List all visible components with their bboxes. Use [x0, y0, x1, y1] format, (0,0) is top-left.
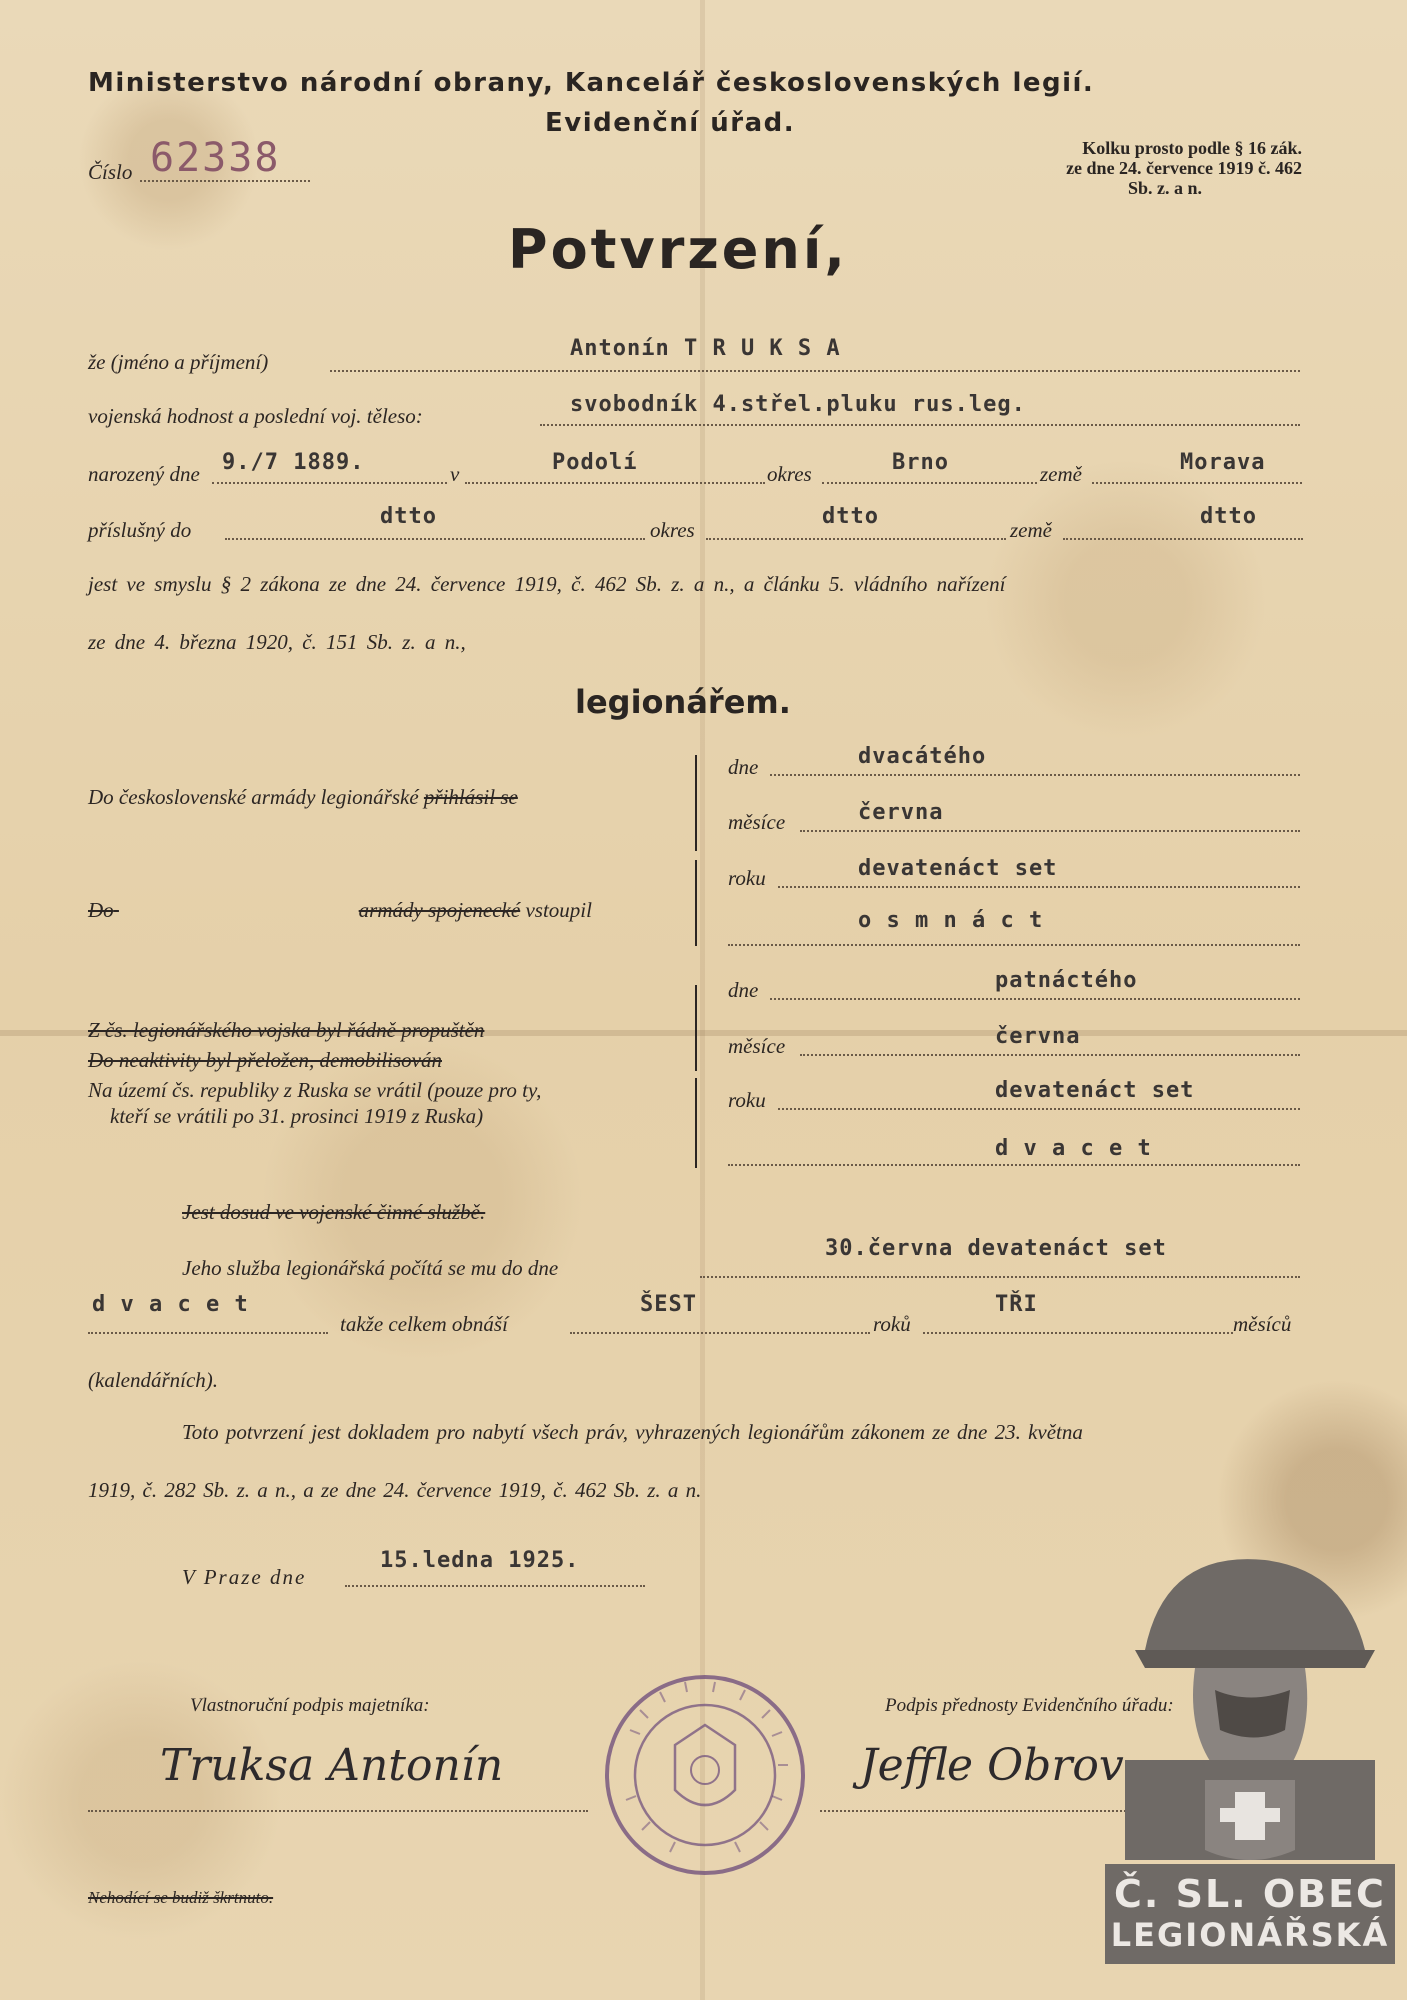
struck-text: přihlásil se — [423, 785, 518, 809]
dotted-line — [540, 424, 1300, 426]
dotted-line — [728, 1164, 1300, 1166]
district-label: okres — [767, 462, 812, 486]
signature-line — [820, 1810, 1150, 1812]
belongs-place: dtto — [380, 504, 437, 529]
stamp-note — [1066, 138, 1302, 198]
land-label: země — [1010, 518, 1052, 542]
law-text-line: jest ve smyslu § 2 zákona ze dne 24. července 1919, č. 462 Sb. z. a n., a článku 5. vládního nařízení — [88, 572, 1006, 596]
struck-text: armády spojenecké — [358, 898, 521, 922]
chief-signature-label: Podpis přednosty Evidenčního úřadu: — [885, 1695, 1174, 1716]
dotted-line — [778, 1108, 1300, 1110]
dotted-line — [1092, 482, 1302, 484]
year-label: roku — [728, 866, 766, 890]
logo-text: LEGIONÁŘSKÁ — [1110, 1916, 1390, 1954]
dotted-line — [570, 1332, 870, 1334]
born-place: Podolí — [552, 450, 638, 475]
bracket — [695, 1078, 697, 1168]
years-value: ŠEST — [640, 1292, 697, 1317]
dotted-line — [345, 1585, 645, 1587]
law-text-line: ze dne 4. března 1920, č. 151 Sb. z. a n., — [88, 630, 466, 654]
district-label: okres — [650, 518, 695, 542]
day-value: patnáctého — [995, 968, 1138, 993]
logo-text-block — [1105, 1864, 1395, 1964]
year-value: devatenáct set — [995, 1078, 1195, 1103]
dotted-line — [770, 998, 1300, 1000]
name-value: Antonín T R U K S A — [570, 336, 841, 361]
day-label: dne — [728, 978, 759, 1002]
months-label: měsíců — [1233, 1312, 1292, 1336]
office-title: Evidenční úřad. — [545, 108, 796, 138]
in-label: v — [450, 462, 460, 486]
dotted-line — [800, 1054, 1300, 1056]
owner-signature-label: Vlastnoruční podpis majetníka: — [190, 1695, 430, 1716]
dotted-line — [770, 774, 1300, 776]
name-label: že (jméno a příjmení) — [88, 350, 269, 374]
footnote-struck: Nehodící se budiž škrtnuto. — [88, 1888, 274, 1907]
year-value: devatenáct set — [858, 856, 1058, 881]
owner-signature: Truksa Antonín — [160, 1740, 504, 1791]
chief-signature: Jeffle Obrov — [860, 1740, 1124, 1791]
born-date: 9./7 1889. — [222, 450, 365, 475]
born-label: narozený dne — [88, 462, 200, 486]
dotted-line — [706, 538, 1006, 540]
born-district: Brno — [892, 450, 949, 475]
dotted-line — [822, 482, 1037, 484]
calendar-note: (kalendářních). — [88, 1368, 219, 1392]
year-value-cont: o s m n á c t — [858, 908, 1044, 933]
dotted-line — [88, 1332, 328, 1334]
dotted-line — [923, 1332, 1233, 1334]
belongs-label: příslušný do — [88, 518, 192, 542]
legion-logo — [1105, 1530, 1395, 1970]
dotted-line — [225, 538, 645, 540]
day-value: dvacátého — [858, 744, 987, 769]
born-land: Morava — [1180, 450, 1266, 475]
year-label: roku — [728, 1088, 766, 1112]
soldier-helmet-icon — [1105, 1530, 1395, 1860]
total-label: takže celkem obnáší — [340, 1312, 508, 1336]
land-label: země — [1040, 462, 1082, 486]
belongs-district: dtto — [822, 504, 879, 529]
number-label: Číslo — [88, 160, 133, 184]
stamp-note-line: Sb. z. a n. — [1127, 178, 1202, 198]
years-label: roků — [873, 1312, 911, 1336]
month-label: měsíce — [728, 810, 786, 834]
struck-text: Jest dosud ve vojenské činné službě. — [182, 1200, 486, 1224]
enlist-text — [88, 785, 518, 810]
month-value: června — [858, 800, 944, 825]
belongs-land: dtto — [1200, 504, 1257, 529]
bracket — [695, 985, 697, 1071]
dotted-line — [212, 482, 447, 484]
dotted-line — [728, 944, 1300, 946]
dotted-line — [800, 830, 1300, 832]
struck-text: Z čs. legionářského vojska byl řádně propuštěn — [88, 1018, 485, 1042]
proof-text-line: Toto potvrzení jest dokladem pro nabytí všech práv, vyhrazených legionářům zákonem ze dne 23. května — [182, 1420, 1083, 1444]
dotted-line — [778, 886, 1300, 888]
struck-text: Do neaktivity byl přeložen, demobilisován — [88, 1048, 442, 1072]
seal-icon — [600, 1670, 810, 1880]
dotted-line — [465, 482, 765, 484]
return-text: Na území čs. republiky z Ruska se vrátil (pouze pro ty, — [88, 1078, 542, 1102]
legionar-heading: legionářem. — [575, 683, 791, 721]
dotted-line — [330, 370, 1300, 372]
rank-label: vojenská hodnost a poslední voj. těleso: — [88, 404, 423, 428]
round-seal — [600, 1670, 810, 1880]
struck-gap — [114, 898, 359, 923]
place-date-label: V Praze dne — [182, 1565, 307, 1589]
service-until: 30.června devatenáct set — [825, 1236, 1167, 1261]
struck-text: Do — [88, 898, 114, 922]
dotted-line — [1063, 538, 1303, 540]
document-title: Potvrzení, — [508, 218, 848, 281]
rank-value: svobodník 4.střel.pluku rus.leg. — [570, 392, 1026, 417]
month-value: června — [995, 1024, 1081, 1049]
stamp-note-line: Kolku prosto podle § 16 zák. — [1082, 138, 1302, 158]
enter-text: vstoupil — [525, 898, 592, 922]
service-label: Jeho služba legionářská počítá se mu do dne — [182, 1256, 559, 1280]
return-text: kteří se vrátili po 31. prosinci 1919 z Ruska) — [110, 1104, 484, 1128]
month-label: měsíce — [728, 1034, 786, 1058]
year-value-cont: d v a c e t — [995, 1136, 1152, 1161]
bracket — [695, 755, 697, 851]
signature-line — [88, 1810, 588, 1812]
logo-text: Č. SL. OBEC — [1114, 1872, 1386, 1916]
service-until-cont: d v a c e t — [92, 1292, 249, 1317]
months-value: TŘI — [995, 1292, 1038, 1317]
place-date-value: 15.ledna 1925. — [380, 1548, 580, 1573]
day-label: dne — [728, 755, 759, 779]
document-number: 62338 — [150, 135, 281, 181]
stamp-note-line: ze dne 24. července 1919 č. 462 — [1066, 158, 1302, 178]
allied-text — [88, 898, 592, 923]
proof-text-line: 1919, č. 282 Sb. z. a n., a ze dne 24. července 1919, č. 462 Sb. z. a n. — [88, 1478, 702, 1502]
dotted-line — [700, 1276, 1300, 1278]
ministry-title: Ministerstvo národní obrany, Kancelář československých legií. — [88, 68, 1095, 98]
enlist-text-main: Do československé armády legionářské — [88, 785, 419, 809]
bracket — [695, 860, 697, 946]
